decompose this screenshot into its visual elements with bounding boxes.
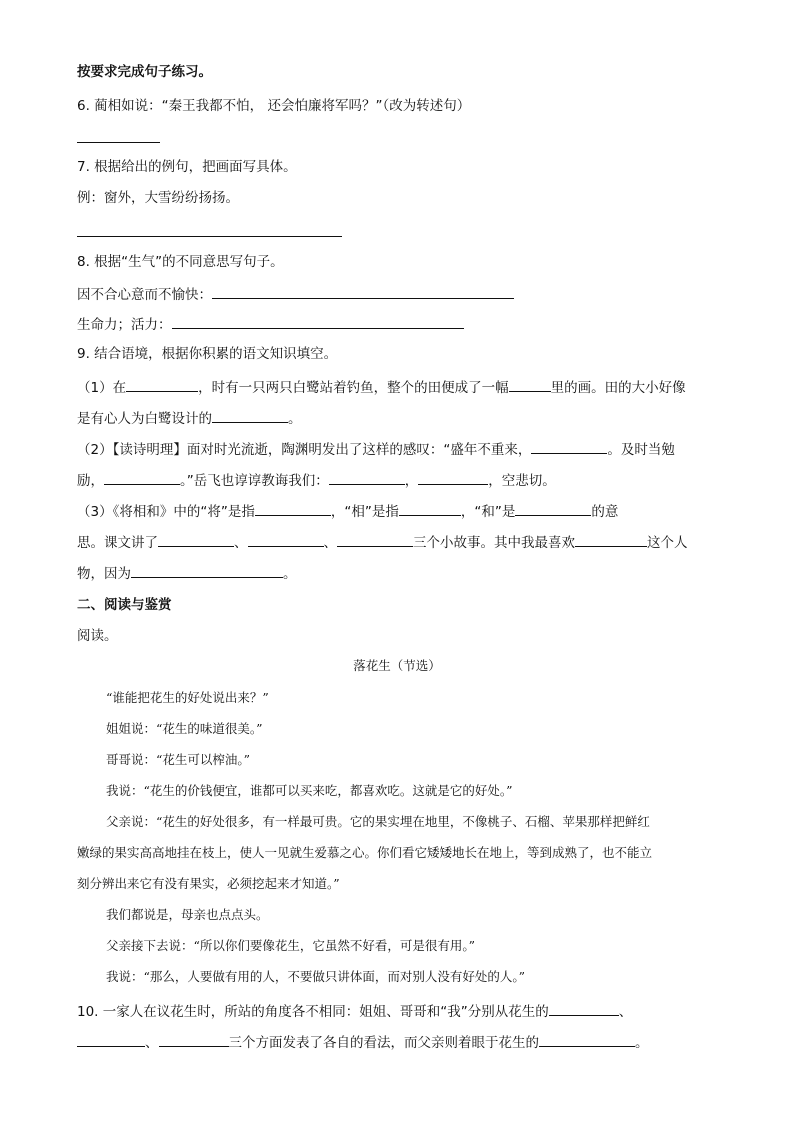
q9-1-text-d: 是有心人为白鹭设计的 bbox=[77, 411, 212, 427]
question-7-example: 例：窗外，大雪纷纷扬扬。 bbox=[77, 190, 239, 206]
q9-3-text-k: 。 bbox=[283, 566, 297, 582]
answer-blank-q9-3-d[interactable] bbox=[158, 531, 234, 547]
answer-blank-q8-b[interactable] bbox=[172, 313, 464, 329]
answer-blank-q10-a[interactable] bbox=[549, 1000, 619, 1016]
question-9-3-line-3 bbox=[77, 562, 297, 584]
q9-2-text-c: 励， bbox=[77, 473, 104, 489]
question-8-meaning-a bbox=[77, 283, 514, 305]
q9-2-text-e: ， bbox=[404, 473, 419, 489]
passage-paragraph-5-line-3: 刻分辨出来它有没有果实，必须挖起来才知道。” bbox=[77, 876, 340, 891]
answer-blank-q10-d[interactable] bbox=[539, 1031, 635, 1047]
question-9-1-line-1 bbox=[77, 376, 686, 398]
passage-title: 落花生（节选） bbox=[353, 658, 441, 673]
answer-blank-q9-1-c[interactable] bbox=[212, 407, 288, 423]
q9-3-text-d: 的意 bbox=[591, 504, 619, 520]
q9-3-text-h: 三个小故事。其中我最喜欢 bbox=[413, 535, 575, 551]
answer-blank-q9-3-c[interactable] bbox=[515, 500, 591, 516]
q10-text-d: 三个方面发表了各自的看法，而父亲则着眼于花生的 bbox=[228, 1035, 539, 1051]
q9-1-text-b: ，时有一只两只白鹭站着钓鱼，整个的田便成了一幅 bbox=[198, 380, 509, 396]
section-heading-sentence-practice: 按要求完成句子练习。 bbox=[77, 64, 212, 80]
answer-blank-q9-2-c[interactable] bbox=[329, 469, 405, 485]
question-9-1-line-2 bbox=[77, 407, 302, 429]
question-9-2-line-2 bbox=[77, 469, 556, 491]
q9-3-text-b: ，“相”是指 bbox=[330, 504, 399, 520]
q9-3-text-e: 思。课文讲了 bbox=[77, 535, 158, 551]
question-10-line-1 bbox=[77, 1000, 632, 1022]
q9-3-text-j: 物，因为 bbox=[77, 566, 131, 582]
answer-blank-q10-c[interactable] bbox=[159, 1031, 229, 1047]
question-8-meaning-b bbox=[77, 313, 464, 335]
q10-text-e: 。 bbox=[635, 1035, 649, 1051]
answer-line-q6[interactable] bbox=[77, 142, 160, 143]
answer-blank-q9-2-d[interactable] bbox=[418, 469, 488, 485]
question-9-2-line-1 bbox=[77, 438, 675, 460]
answer-blank-q9-3-b[interactable] bbox=[399, 500, 461, 516]
answer-blank-q10-b[interactable] bbox=[77, 1031, 145, 1047]
question-8: 8. 根据“生气”的不同意思写句子。 bbox=[77, 254, 284, 270]
passage-paragraph-3: 哥哥说：“花生可以榨油。” bbox=[106, 752, 251, 767]
question-7: 7. 根据给出的例句，把画面写具体。 bbox=[77, 159, 297, 175]
q9-2-text-b: 。及时当勉 bbox=[607, 442, 675, 458]
question-8-meaning-b-label: 生命力；活力： bbox=[77, 317, 172, 333]
passage-paragraph-4: 我说：“花生的价钱便宜，谁都可以买来吃，都喜欢吃。这就是它的好处。” bbox=[106, 783, 513, 798]
answer-blank-q9-3-g[interactable] bbox=[575, 531, 647, 547]
answer-blank-q9-3-a[interactable] bbox=[255, 500, 331, 516]
q9-3-text-c: ，“和”是 bbox=[460, 504, 516, 520]
q10-text-b: 、 bbox=[618, 1004, 633, 1020]
q9-2-text-a: （2）【读诗明理】面对时光流逝，陶渊明发出了这样的感叹：“盛年不重来， bbox=[77, 442, 532, 458]
q9-2-text-f: ，空悲切。 bbox=[488, 473, 556, 489]
q9-3-text-i: 这个人 bbox=[647, 535, 688, 551]
answer-blank-q8-a[interactable] bbox=[212, 283, 514, 299]
question-9-3-line-1 bbox=[77, 500, 618, 522]
question-8-meaning-a-label: 因不合心意而不愉快： bbox=[77, 287, 212, 303]
answer-blank-q9-1-b[interactable] bbox=[509, 376, 551, 392]
q10-text-a: 10. 一家人在议花生时，所站的角度各不相同：姐姐、哥哥和“我”分别从花生的 bbox=[77, 1004, 549, 1020]
answer-blank-q9-2-a[interactable] bbox=[531, 438, 607, 454]
passage-paragraph-1: “谁能把花生的好处说出来？” bbox=[106, 690, 269, 705]
question-9: 9. 结合语境，根据你积累的语文知识填空。 bbox=[77, 346, 338, 362]
question-6: 6. 蔺相如说：“秦王我都不怕， 还会怕廉将军吗？”（改为转述句） bbox=[77, 98, 471, 114]
q9-1-text-e: 。 bbox=[288, 411, 302, 427]
q9-3-text-a: （3）《将相和》中的“将”是指 bbox=[77, 504, 255, 520]
q9-1-text-a: （1）在 bbox=[77, 380, 127, 396]
passage-paragraph-7: 父亲接下去说：“所以你们要像花生，它虽然不好看，可是很有用。” bbox=[106, 938, 476, 953]
question-9-3-line-2 bbox=[77, 531, 688, 553]
passage-paragraph-2: 姐姐说：“花生的味道很美。” bbox=[106, 721, 263, 736]
passage-paragraph-5-line-2: 嫩绿的果实高高地挂在枝上，使人一见就生爱慕之心。你们看它矮矮地长在地上，等到成熟了，也不能立 bbox=[77, 845, 653, 860]
q9-1-text-c: 里的画。田的大小好像 bbox=[550, 380, 686, 396]
answer-line-q7[interactable] bbox=[77, 236, 342, 237]
answer-blank-q9-3-f[interactable] bbox=[337, 531, 413, 547]
passage-paragraph-5-line-1: 父亲说：“花生的好处很多，有一样最可贵。它的果实埋在地里，不像桃子、石榴、苹果那样把鲜红 bbox=[106, 814, 650, 829]
answer-blank-q9-3-e[interactable] bbox=[248, 531, 324, 547]
passage-paragraph-8: 我说：“那么，人要做有用的人，不要做只讲体面，而对别人没有好处的人。” bbox=[106, 969, 526, 984]
q9-3-text-f: 、 bbox=[234, 535, 248, 551]
answer-blank-q9-1-a[interactable] bbox=[126, 376, 198, 392]
section-heading-reading: 二、阅读与鉴赏 bbox=[77, 597, 172, 613]
answer-blank-q9-2-b[interactable] bbox=[104, 469, 180, 485]
q9-3-text-g: 、 bbox=[323, 535, 337, 551]
reading-instruction: 阅读。 bbox=[77, 628, 118, 644]
q10-text-c: 、 bbox=[145, 1035, 159, 1051]
question-10-line-2 bbox=[77, 1031, 649, 1053]
answer-blank-q9-3-h[interactable] bbox=[131, 562, 283, 578]
passage-paragraph-6: 我们都说是，母亲也点点头。 bbox=[106, 907, 269, 922]
q9-2-text-d: 。”岳飞也谆谆教诲我们： bbox=[180, 473, 329, 489]
